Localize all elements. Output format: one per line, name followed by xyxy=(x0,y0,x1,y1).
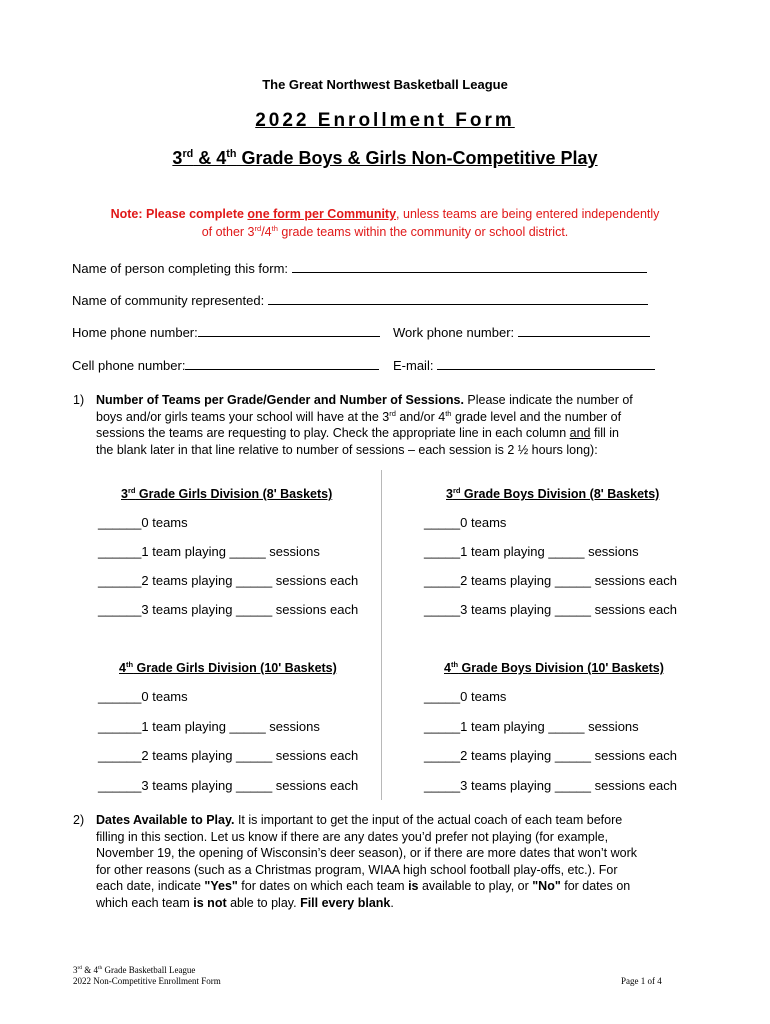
community-field-label: Name of community represented: xyxy=(72,293,265,308)
note-emphasis: one form per Community xyxy=(247,207,397,221)
boys-4th-option-3[interactable]: _____3 teams playing _____ sessions each xyxy=(424,778,677,793)
footer-line-1 xyxy=(73,965,221,976)
s2-line5-a: each date, indicate xyxy=(96,879,205,893)
section-2-title: Dates Available to Play. xyxy=(96,813,235,827)
s2-no: "No" xyxy=(532,879,561,893)
note-line2-c: grade teams within the community or school district. xyxy=(277,225,569,239)
boys3-sup: rd xyxy=(452,485,461,495)
girls-4th-heading xyxy=(119,661,337,675)
footer-line1-rest: Grade Basketball League xyxy=(102,965,196,975)
form-subtitle-text xyxy=(172,148,597,168)
home-phone-label: Home phone number: xyxy=(72,325,198,340)
section-2-line-5 xyxy=(96,878,706,895)
section-1-text xyxy=(96,392,706,458)
girls-3rd-option-2[interactable]: ______2 teams playing _____ sessions each xyxy=(98,573,359,588)
girls-3rd-option-3[interactable]: ______3 teams playing _____ sessions each xyxy=(98,602,359,617)
email-label: E-mail: xyxy=(393,358,434,373)
section-1-line-2 xyxy=(96,409,706,426)
page-number: Page 1 of 4 xyxy=(621,976,662,986)
s1-line2-b: and/or 4 xyxy=(395,409,446,424)
section-2-number: 2) xyxy=(73,813,85,827)
work-phone-field-row xyxy=(393,323,650,340)
girls-3rd-option-1[interactable]: ______1 team playing _____ sessions xyxy=(98,544,320,559)
footer-sup-th: th xyxy=(98,965,103,971)
subtitle-rest: Grade Boys & Girls Non-Competitive Play xyxy=(236,148,598,168)
s1-line2-a: boys and/or girls teams your school will have at the 3 xyxy=(96,409,390,424)
community-field-line[interactable] xyxy=(268,291,648,305)
work-phone-label: Work phone number: xyxy=(393,325,515,340)
note-sup-th: th xyxy=(271,223,278,233)
subtitle-sup-rd: rd xyxy=(182,148,194,160)
boys-3rd-option-0[interactable]: _____0 teams xyxy=(424,515,507,530)
section-2-line-6 xyxy=(96,895,706,912)
s2-fill-every-blank: Fill every blank xyxy=(300,895,391,910)
boys4-rest: Grade Boys Division (10' Baskets) xyxy=(458,661,664,675)
boys-3rd-option-2[interactable]: _____2 teams playing _____ sessions each xyxy=(424,573,677,588)
note-prefix: Note: Please complete xyxy=(110,207,248,221)
footer-line-2: 2022 Non-Competitive Enrollment Form xyxy=(73,976,221,986)
footer-sup-rd: rd xyxy=(77,965,82,971)
section-2-text xyxy=(96,812,706,911)
s2-line6-end: . xyxy=(390,895,394,910)
section-2-line-3: November 19, the opening of Wisconsin’s deer season), or if there are more dates that won’t work xyxy=(96,846,638,860)
cell-phone-line[interactable] xyxy=(185,356,379,370)
girls3-rest: Grade Girls Division (8' Baskets) xyxy=(135,487,333,501)
section-1-line1-rest: Please indicate the number of xyxy=(463,393,633,407)
note-line-1 xyxy=(0,205,770,223)
email-line[interactable] xyxy=(437,356,655,370)
s2-yes: "Yes" xyxy=(204,879,238,893)
s2-is-not: is not xyxy=(193,895,227,910)
boys-4th-option-1[interactable]: _____1 team playing _____ sessions xyxy=(424,719,639,734)
column-divider xyxy=(381,470,382,800)
s1-line3-a: sessions the teams are requesting to play. Check the appropriate line in each column xyxy=(96,426,570,440)
note-line2-a: of other 3 xyxy=(201,225,255,239)
section-1-line-4: the blank later in that line relative to number of sessions – each session is 2 ½ hours long): xyxy=(96,442,598,457)
boys-3rd-heading xyxy=(446,487,659,501)
boys3-rest: Grade Boys Division (8' Baskets) xyxy=(460,487,660,501)
section-2-line-1 xyxy=(96,812,706,829)
s1-line3-b: fill in xyxy=(590,426,619,440)
s2-line5-d: for dates on xyxy=(560,879,631,893)
s2-line5-c: available to play, or xyxy=(418,879,533,893)
footer-4: & 4 xyxy=(82,965,99,975)
girls-4th-option-3[interactable]: ______3 teams playing _____ sessions each xyxy=(98,778,359,793)
note-mid: , unless teams are being entered independently xyxy=(396,207,660,221)
s2-is: is xyxy=(408,879,419,893)
s2-line6-b: able to play. xyxy=(226,895,301,910)
girls-4th-option-1[interactable]: ______1 team playing _____ sessions xyxy=(98,719,320,734)
note-line-2 xyxy=(0,223,770,241)
form-title-text: 2022 Enrollment Form xyxy=(255,110,515,131)
boys3-num: 3 xyxy=(446,487,453,501)
footer-3: 3 xyxy=(73,965,78,975)
cell-phone-label: Cell phone number: xyxy=(72,358,186,373)
section-2-line-4: for other reasons (such as a Christmas program, WIAA high school football play-offs, etc.). For xyxy=(96,862,618,877)
s2-line1-rest: It is important to get the input of the actual coach of each team before xyxy=(234,813,623,827)
person-field-label: Name of person completing this form: xyxy=(72,261,289,276)
s1-sup-rd: rd xyxy=(389,408,396,418)
girls-3rd-option-0[interactable]: ______0 teams xyxy=(98,515,188,530)
note-sup-rd: rd xyxy=(254,223,262,233)
s2-line5-b: for dates on which each team xyxy=(237,879,409,893)
section-2-line-2: filling in this section. Let us know if there are any dates you’d prefer not playing (for example, xyxy=(96,829,609,844)
section-1-number: 1) xyxy=(73,393,85,407)
boys-3rd-option-1[interactable]: _____1 team playing _____ sessions xyxy=(424,544,639,559)
girls3-num: 3 xyxy=(121,487,128,501)
subtitle-grade-3: 3 xyxy=(172,148,183,168)
section-1-line-1 xyxy=(96,392,706,409)
form-title xyxy=(0,110,770,132)
s1-line3-and: and xyxy=(569,426,591,440)
subtitle-sup-th: th xyxy=(226,148,237,160)
s1-sup-th: th xyxy=(445,408,452,418)
community-field-row xyxy=(72,291,648,308)
girls4-num: 4 xyxy=(119,661,126,675)
footer-left xyxy=(73,965,221,987)
boys-3rd-option-3[interactable]: _____3 teams playing _____ sessions each xyxy=(424,602,677,617)
girls-4th-option-2[interactable]: ______2 teams playing _____ sessions each xyxy=(98,748,359,763)
girls4-sup: th xyxy=(125,659,134,669)
s2-line6-a: which each team xyxy=(96,895,194,910)
work-phone-line[interactable] xyxy=(518,323,650,337)
girls-4th-option-0[interactable]: ______0 teams xyxy=(98,689,188,704)
cell-phone-field-row xyxy=(72,356,379,373)
section-1-line-3 xyxy=(96,425,706,442)
boys4-sup: th xyxy=(450,659,459,669)
person-field-row xyxy=(72,259,647,276)
s1-line2-c: grade level and the number of xyxy=(451,409,622,424)
girls-3rd-heading xyxy=(121,487,332,501)
girls3-sup: rd xyxy=(127,485,136,495)
form-subtitle xyxy=(0,148,770,169)
person-field-line[interactable] xyxy=(292,259,647,273)
league-name: The Great Northwest Basketball League xyxy=(262,77,508,92)
section-1-title: Number of Teams per Grade/Gender and Number of Sessions. xyxy=(96,393,464,407)
girls4-rest: Grade Girls Division (10' Baskets) xyxy=(133,661,337,675)
home-phone-field-row xyxy=(72,323,380,340)
boys-4th-option-0[interactable]: _____0 teams xyxy=(424,689,507,704)
boys4-num: 4 xyxy=(444,661,451,675)
boys-4th-option-2[interactable]: _____2 teams playing _____ sessions each xyxy=(424,748,677,763)
subtitle-grade-4: & 4 xyxy=(193,148,227,168)
note-line2-b: /4 xyxy=(261,225,272,239)
boys-4th-heading xyxy=(444,661,664,675)
home-phone-line[interactable] xyxy=(198,323,380,337)
email-field-row xyxy=(393,356,655,373)
